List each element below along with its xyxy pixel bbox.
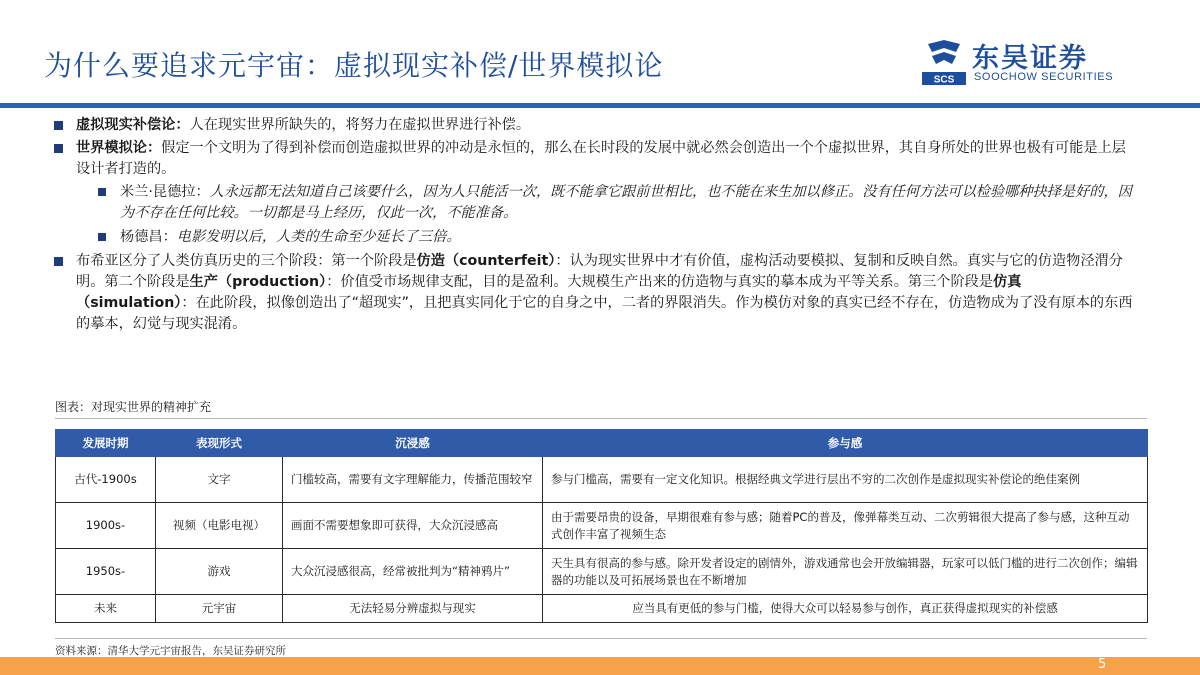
spiritual-expansion-table: [55, 429, 1148, 623]
cell-immersion: 画面不需要想象即可获得，大众沉浸感高: [283, 503, 543, 549]
table-caption: 图表：对现实世界的精神扩充: [55, 400, 212, 414]
scs-logo-icon: [922, 38, 966, 86]
cell-immersion: 门槛较高，需要有文字理解能力，传播范围较窄: [283, 457, 543, 503]
stage-simulation: 仿真（simulation）: [76, 274, 1022, 311]
sub-bullet-square-icon: [98, 233, 106, 241]
cell-participation: 由于需要昂贵的设备，早期很难有参与感；随着PC的普及，像弹幕类互动、二次剪辑很大提高了参与感，这种互动式创作丰富了视频生态: [543, 503, 1148, 549]
cell-form: 游戏: [156, 549, 283, 595]
bullet-world-simulation: [50, 138, 1140, 180]
table-row: [56, 549, 1148, 595]
table-header-row: [56, 430, 1148, 457]
cell-participation: 天生具有很高的参与感。除开发者设定的剧情外，游戏通常也会开放编辑器，玩家可以低门槛的进行二次创作；编辑器的功能以及可拓展场景也在不断增加: [543, 549, 1148, 595]
caption-divider: [55, 418, 1147, 419]
header-form: 表现形式: [156, 430, 283, 457]
header-period: 发展时期: [56, 430, 156, 457]
sub-bullet-square-icon: [98, 188, 106, 196]
source-divider: [55, 638, 1147, 639]
cell-immersion: 大众沉浸感很高，经常被批判为“精神鸦片”: [283, 549, 543, 595]
sub-bullet-quote: 人永远都无法知道自己该要什么，因为人只能活一次，既不能拿它跟前世相比，也不能在来生加以修正。没有任何方法可以检验哪种抉择是好的，因为不存在任何比较。一切都是马上经历，仅此一次，不能准备。: [120, 184, 1132, 221]
stage-counterfeit: 仿造（counterfeit）: [416, 253, 556, 269]
bullet-label: 世界模拟论：: [76, 140, 162, 156]
logo-mark-text: SCS: [933, 74, 955, 86]
header-divider: [0, 103, 1200, 108]
bullet-text-part: ：认为现实世界中才有价值，虚构活动要模拟、复制和反映自然。真实与它的仿造物泾渭分明。第二个阶段是: [76, 253, 1123, 290]
bullet-text: 假定一个文明为了得到补偿而创造虚拟世界的冲动是永恒的，那么在长时段的发展中就必然会创造出一个个虚拟世界，其自身所处的世界也极有可能是上层设计者打造的。: [76, 140, 1126, 177]
bullet-text: 人在现实世界所缺失的，将努力在虚拟世界进行补偿。: [189, 117, 531, 133]
cell-form: 文字: [156, 457, 283, 503]
bullet-square-icon: [54, 121, 63, 130]
sub-bullet-label: 米兰·昆德拉：: [120, 184, 210, 200]
stage-production: 生产（production）: [189, 274, 327, 290]
sub-bullet-kundera: [50, 182, 1140, 224]
data-source-note: 资料来源：清华大学元宇宙报告，东吴证券研究所: [55, 645, 286, 657]
table-row: [56, 503, 1148, 549]
page-number: 5: [1098, 657, 1107, 672]
bullet-text-part: 布希亚区分了人类仿真历史的三个阶段：第一个阶段是: [76, 253, 417, 269]
slide-body: [50, 115, 1140, 337]
cell-period: 未来: [56, 595, 156, 623]
company-logo: [922, 38, 1132, 90]
bullet-compensation-theory: [50, 115, 1140, 136]
bullet-text-part: ：价值受市场规律支配，目的是盈利。大规模生产出来的仿造物与真实的摹本成为平等关系。第三个阶段是: [326, 274, 994, 290]
bullet-baudrillard-stages: [50, 251, 1140, 335]
cell-participation: 应当具有更低的参与门槛，使得大众可以轻易参与创作，真正获得虚拟现实的补偿感: [543, 595, 1148, 623]
cell-form: 视频（电影电视）: [156, 503, 283, 549]
cell-participation: 参与门槛高，需要有一定文化知识。根据经典文学进行层出不穷的二次创作是虚拟现实补偿论的绝佳案例: [543, 457, 1148, 503]
table-row: [56, 595, 1148, 623]
bullet-label: 虚拟现实补偿论：: [76, 117, 190, 133]
cell-period: 古代-1900s: [56, 457, 156, 503]
logo-english-name: SOOCHOW SECURITIES: [974, 71, 1114, 83]
logo-chinese-name: 东吴证券: [972, 43, 1088, 74]
table-row: [56, 457, 1148, 503]
header-participation: 参与感: [543, 430, 1148, 457]
sub-bullet-label: 杨德昌：: [120, 229, 177, 245]
sub-bullet-yang: [50, 227, 1140, 248]
page-title: 为什么要追求元宇宙：虚拟现实补偿/世界模拟论: [44, 49, 664, 82]
footer-bar: [0, 657, 1200, 675]
sub-bullet-quote: 电影发明以后，人类的生命至少延长了三倍。: [176, 229, 461, 245]
bullet-text-part: ：在此阶段，拟像创造出了“超现实”，且把真实同化于它的自身之中，二者的界限消失。作为模仿对象的真实已经不存在，仿造物成为了没有原本的东西的摹本，幻觉与现实混淆。: [76, 295, 1133, 332]
cell-period: 1900s-: [56, 503, 156, 549]
bullet-square-icon: [54, 257, 63, 266]
cell-period: 1950s-: [56, 549, 156, 595]
bullet-square-icon: [54, 144, 63, 153]
cell-form: 元宇宙: [156, 595, 283, 623]
cell-immersion: 无法轻易分辨虚拟与现实: [283, 595, 543, 623]
header-immersion: 沉浸感: [283, 430, 543, 457]
